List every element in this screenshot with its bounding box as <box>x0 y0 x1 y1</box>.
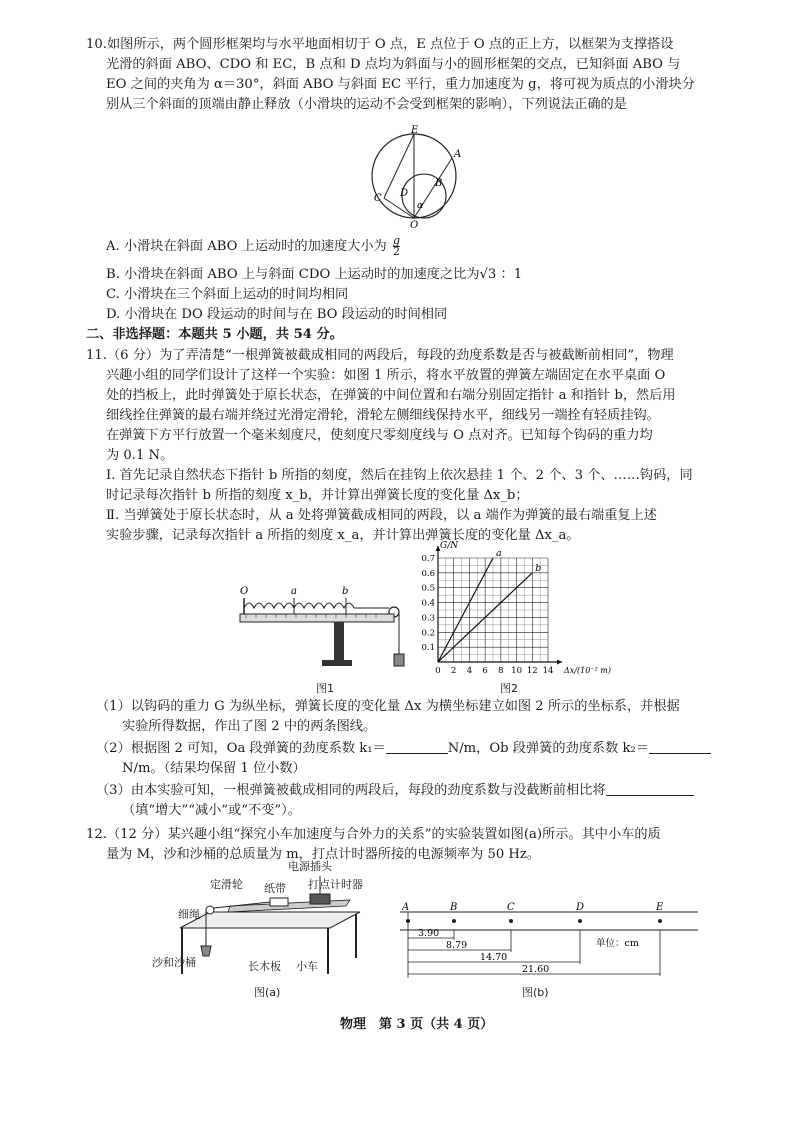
y-tick-label: 0.7 <box>421 554 435 564</box>
x-tick-label: 6 <box>482 666 488 676</box>
label-O: O <box>410 220 419 231</box>
q10-option-C: C. 小滑块在三个斜面上运动的时间均相同 <box>106 287 349 302</box>
q10-line-4: 别从三个斜面的顶端由静止释放（小滑块的运动不会受到框架的影响），下列说法正确的是 <box>106 97 627 112</box>
q11-line-10: 实验步骤，记录每次指针 a 所指的刻度 x_a，并计算出弹簧长度的变化量 Δx_a。 <box>106 528 580 543</box>
q11-sub-1b: 实验所得数据，作出了图 2 中的两条图线。 <box>122 719 377 734</box>
figa-car-label: 小车 <box>296 960 318 973</box>
figa-tape-label: 纸带 <box>264 882 286 895</box>
tape-label-B: B <box>450 902 458 913</box>
q10-circle-figure <box>362 124 472 231</box>
trend-blank[interactable] <box>606 783 694 796</box>
q11-line-2: 兴趣小组的同学们设计了这样一个实验：如图 1 所示，将水平放置的弹簧左端固定在水平桌面 O <box>106 368 666 383</box>
q11-sub-1: （1）以钩码的重力 G 为纵坐标，弹簧长度的变化量 Δx 为横坐标建立如图 2 所示的坐标系，并根据 <box>96 699 680 714</box>
figa-sand-label: 沙和沙桶 <box>152 956 196 969</box>
tape-dist-AB: 3.90 <box>418 928 440 939</box>
figb-paper-tape <box>398 902 700 980</box>
x-tick-label: 0 <box>435 666 441 676</box>
tape-label-A: A <box>402 902 410 913</box>
label-A: A <box>454 149 462 160</box>
q10-option-B: B. 小滑块在斜面 ABO 上与斜面 CDO 上运动时的加速度之比为√3 ：1 <box>106 267 523 282</box>
figa-rope-label: 细绳 <box>178 908 200 921</box>
q11-line-6: 为 0.1 N。 <box>106 448 174 463</box>
y-tick-label: 0.5 <box>421 583 435 594</box>
q10-option-A <box>106 236 400 257</box>
q12-line-2: 量为 M，沙和沙桶的总质量为 m，打点计时器所接的电源频率为 50 Hz。 <box>106 847 541 862</box>
q11-line-5: 在弹簧下方平行放置一个毫米刻度尺，使刻度尺零刻度线与 O 点对齐。已知每个钩码的重力均 <box>106 428 653 443</box>
q11-sub-3-part1: （3）由本实验可知，一根弹簧被截成相同的两段后，每段的劲度系数与没截断前相比将 <box>96 783 606 798</box>
option-A-fraction <box>393 236 400 257</box>
series-label-b: b <box>535 562 542 574</box>
q11-line-7: Ⅰ. 首先记录自然状态下指针 b 所指的刻度，然后在挂钩上依次悬挂 1 个、2 个、3 个、……钩码，同 <box>106 468 693 483</box>
page-footer: 物理 第 3 页（共 4 页） <box>340 1017 494 1032</box>
fig2-caption: 图2 <box>500 682 518 695</box>
figb-caption: 图(b) <box>522 986 549 999</box>
fig1-label-b: b <box>342 586 349 597</box>
tape-dist-AD: 14.70 <box>480 952 508 963</box>
tape-dist-AE: 21.60 <box>522 964 550 975</box>
y-tick-label: 0.4 <box>421 598 435 609</box>
k2-blank[interactable] <box>649 741 711 754</box>
tape-dist-AC: 8.79 <box>446 940 468 951</box>
y-tick-label: 0.1 <box>421 643 435 654</box>
q11-line-4: 细线拴住弹簧的最右端并绕过光滑定滑轮，滑轮左侧细线保持水平，细线另一端拴有轻质挂钩。 <box>106 408 660 423</box>
figa-board-label: 长木板 <box>248 960 281 973</box>
q10-line-2: 光滑的斜面 ABO、CDO 和 EC，B 点和 D 点均为斜面与小的圆形框架的交点，已知斜面 ABO 与 <box>106 57 681 72</box>
q11-sub-2 <box>96 740 711 757</box>
x-axis-arrow <box>557 660 562 665</box>
q11-line-1: 11.（6 分）为了弄清楚“一根弹簧被截成相同的两段后，每段的劲度系数是否与被截断前相同”，物理 <box>86 348 674 363</box>
label-alpha: α <box>417 201 424 211</box>
k1-blank[interactable] <box>386 741 448 754</box>
q10-option-D: D. 小滑块在 DO 段运动的时间与在 BO 段运动的时间相同 <box>106 307 448 322</box>
y-tick-label: 0.2 <box>421 628 435 639</box>
fig2-chart <box>410 540 610 674</box>
tape-label-C: C <box>507 902 515 913</box>
section-2-heading: 二、非选择题：本题共 5 小题，共 54 分。 <box>86 327 343 342</box>
tape-unit: 单位：cm <box>596 938 639 949</box>
fig2-labels <box>421 541 611 676</box>
q11-sub-2-part1: （2）根据图 2 可知，Oa 段弹簧的劲度系数 k₁＝ <box>96 741 386 756</box>
label-D: D <box>400 188 409 199</box>
figa-plug-label: 电源插头 <box>288 860 332 873</box>
option-A-text: A. 小滑块在斜面 ABO 上运动时的加速度大小为 <box>106 239 387 254</box>
q11-line-8: 时记录每次指针 b 所指的刻度 x_b，并计算出弹簧长度的变化量 Δx_b； <box>106 488 529 503</box>
q11-sub-3b: （填“增大”“减小”或“不变”）。 <box>122 803 301 818</box>
label-B: B <box>435 178 443 189</box>
x-tick-label: 2 <box>451 666 457 676</box>
q11-sub-2b: N/m。（结果均保留 1 位小数） <box>122 761 306 776</box>
fig1-spring-apparatus <box>234 584 414 674</box>
q11-line-3: 处的挡板上，此时弹簧处于原长状态，在弹簧的中间位置和右端分别固定指针 a 和指针 b，然后用 <box>106 388 676 403</box>
fig1-label-a: a <box>291 586 297 597</box>
x-tick-label: 10 <box>511 666 522 676</box>
figa-caption: 图(a) <box>254 986 281 999</box>
q11-sub-3 <box>96 782 694 799</box>
q12-line-1: 12.（12 分）某兴趣小组“探究小车加速度与合外力的关系”的实验装置如图(a)所示。其中小车的质 <box>86 827 661 842</box>
figa-pulley-label: 定滑轮 <box>210 878 243 891</box>
q10-line-3: EO 之间的夹角为 α＝30°，斜面 ABO 与斜面 EC 平行，重力加速度为 g，将可视为质点的小滑块分 <box>106 77 695 92</box>
tape-label-E: E <box>656 902 664 913</box>
x-tick-label: 14 <box>542 666 554 676</box>
fraction-denominator: 2 <box>392 245 400 258</box>
y-axis-label: G/N <box>440 541 459 551</box>
x-axis-label: Δx/(10⁻² m) <box>564 666 611 675</box>
tape-label-D: D <box>576 902 585 913</box>
x-tick-label: 12 <box>526 666 538 676</box>
q11-sub-2-part2: N/m，Ob 段弹簧的劲度系数 k₂＝ <box>447 741 649 756</box>
q11-line-9: Ⅱ. 当弹簧处于原长状态时，从 a 处将弹簧截成相同的两段，以 a 端作为弹簧的最右端重复上述 <box>106 508 657 523</box>
figa-timer-label: 打点计时器 <box>308 878 363 891</box>
q10-line-1: 10.如图所示，两个圆形框架均与水平地面相切于 O 点，E 点位于 O 点的正上方，以框架为支撑搭设 <box>86 37 674 52</box>
y-tick-label: 0.6 <box>421 568 435 579</box>
label-E: E <box>411 125 419 136</box>
y-tick-label: 0.3 <box>421 613 435 624</box>
fig1-caption: 图1 <box>316 682 334 695</box>
series-label-a: a <box>496 548 502 559</box>
fraction-numerator: g <box>392 234 400 247</box>
fig1-label-O: O <box>240 586 249 597</box>
x-tick-label: 8 <box>498 666 504 676</box>
label-C: C <box>374 193 382 204</box>
x-tick-label: 4 <box>466 666 473 676</box>
